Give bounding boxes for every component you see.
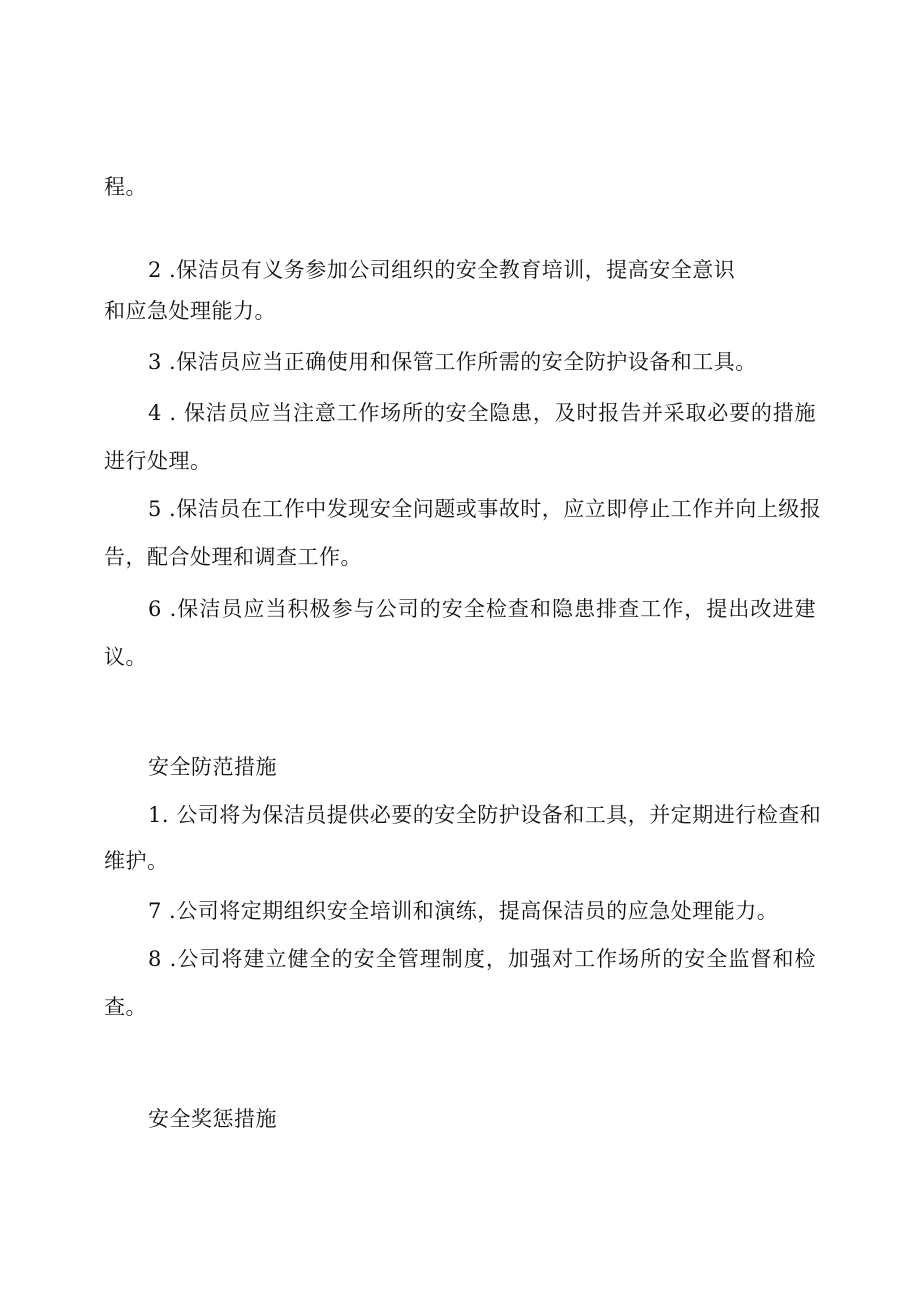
section-heading-safety-prevention: 安全防范措施 — [148, 755, 277, 779]
list-item-3-line-1: 3 .保洁员应当正确使用和保管工作所需的安全防护设备和工具。 — [148, 350, 757, 374]
prevention-item-8-line-1: 8 .公司将建立健全的安全管理制度，加强对工作场所的安全监督和检 — [148, 947, 816, 971]
list-item-6-line-1: 6 .保洁员应当积极参与公司的安全检查和隐患排查工作，提出改进建 — [148, 597, 816, 621]
list-item-6-line-2: 议。 — [104, 645, 147, 669]
list-item-2-line-1: 2 .保洁员有义务参加公司组织的安全教育培训，提高安全意识 — [148, 258, 736, 282]
list-item-4-line-1: 4 . 保洁员应当注意工作场所的安全隐患，及时报告并采取必要的措施 — [148, 401, 816, 425]
continuation-text: 程。 — [104, 175, 147, 199]
list-item-5-line-1: 5 .保洁员在工作中发现安全问题或事故时，应立即停止工作并向上级报 — [148, 497, 822, 521]
prevention-item-7-line-1: 7 .公司将定期组织安全培训和演练，提高保洁员的应急处理能力。 — [148, 899, 779, 923]
prevention-item-1-line-1: 1. 公司将为保洁员提供必要的安全防护设备和工具，并定期进行检查和 — [148, 803, 822, 827]
list-item-5-line-2: 告，配合处理和调查工作。 — [104, 545, 362, 569]
prevention-item-1-line-2: 维护。 — [104, 849, 169, 873]
prevention-item-8-line-2: 查。 — [104, 995, 147, 1019]
section-heading-safety-rewards-penalties: 安全奖惩措施 — [148, 1107, 277, 1131]
list-item-2-line-2: 和应急处理能力。 — [104, 299, 276, 323]
list-item-4-line-2: 进行处理。 — [104, 449, 212, 473]
